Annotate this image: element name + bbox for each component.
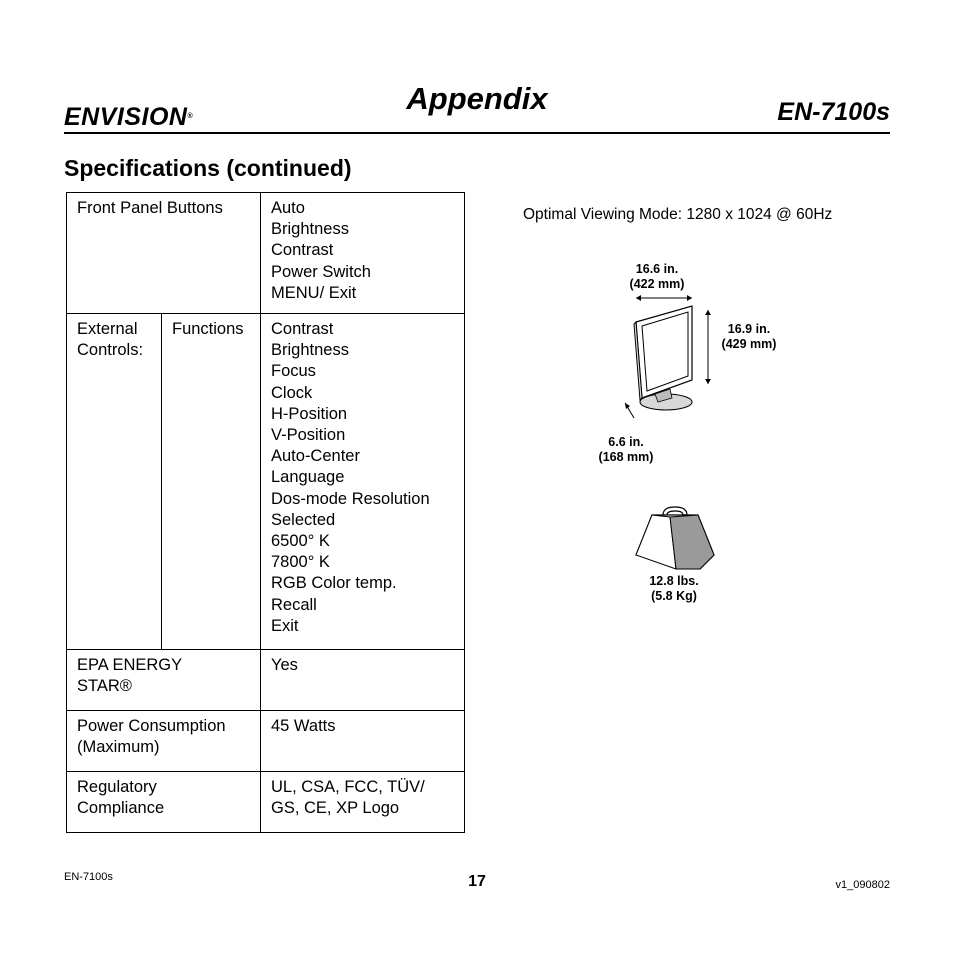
list-item: Focus: [271, 362, 316, 381]
list-item: RGB Color temp.: [271, 574, 397, 593]
weight-shaded-face: [670, 515, 714, 569]
footer-version: v1_090802: [835, 879, 890, 891]
list-item: Dos-mode Resolution: [271, 489, 430, 508]
header-divider: [64, 132, 890, 134]
label-line: 6.6 in.: [608, 435, 644, 449]
regulatory-label: [67, 772, 261, 833]
list-item: Language: [271, 468, 345, 487]
front-panel-values: [261, 193, 465, 314]
list-item: Power Switch: [271, 262, 371, 281]
functions-label: Functions: [162, 314, 261, 650]
table-row: [67, 711, 465, 772]
weight-illustration: [630, 505, 720, 573]
list-item: Clock: [271, 383, 313, 402]
table-row: [67, 314, 465, 650]
list-item: MENU/ Exit: [271, 283, 357, 302]
arrow-head: [705, 379, 711, 384]
list-item: Auto-Center: [271, 447, 360, 466]
label-line: 12.8 lbs.: [649, 574, 699, 588]
table-row: [67, 193, 465, 314]
width-label: [614, 262, 700, 292]
label-line: 16.9 in.: [727, 322, 771, 336]
logo-text: ENVISION: [64, 103, 188, 131]
label-line: Controls:: [77, 341, 144, 360]
depth-label: [588, 435, 664, 465]
power-label: [67, 711, 261, 772]
page-title: Appendix: [406, 81, 548, 116]
label-line: Power Consumption: [77, 717, 226, 735]
label-line: (429 mm): [721, 337, 777, 351]
label-line: Regulatory: [77, 778, 157, 796]
label-line: 16.6 in.: [635, 262, 679, 276]
list-item: Contrast: [271, 241, 334, 260]
power-value: 45 Watts: [261, 711, 465, 772]
arrow-head: [636, 295, 641, 301]
table-row: [67, 650, 465, 711]
arrow-head: [687, 295, 692, 301]
label-line: (168 mm): [598, 450, 654, 464]
logo-registered-mark: ®: [187, 113, 194, 120]
table-row: [67, 772, 465, 833]
value-line: GS, CE, XP Logo: [271, 799, 400, 818]
list-item: Exit: [271, 616, 299, 635]
label-line: (422 mm): [629, 277, 685, 291]
arrow-head: [705, 310, 711, 315]
regulatory-value: [261, 772, 465, 833]
front-panel-label: Front Panel Buttons: [67, 193, 261, 314]
list-item: Recall: [271, 595, 317, 614]
optimal-viewing-mode: Optimal Viewing Mode: 1280 x 1024 @ 60Hz: [523, 206, 833, 223]
monitor-illustration: [600, 290, 740, 430]
weight-handle: [663, 507, 687, 515]
weight-face: [636, 515, 676, 569]
list-item: Auto: [271, 199, 305, 217]
epa-label: [67, 650, 261, 711]
list-item: Brightness: [271, 341, 349, 360]
footer-model: EN-7100s: [64, 871, 113, 883]
weight-label: [636, 574, 712, 604]
list-item: V-Position: [271, 426, 346, 445]
label-line: Compliance: [77, 799, 165, 818]
label-line: External: [77, 320, 138, 338]
external-controls-label: [67, 314, 162, 650]
list-item: 6500° K: [271, 532, 330, 551]
model-name: EN-7100s: [777, 98, 890, 126]
list-item: Contrast: [271, 320, 334, 338]
label-line: (Maximum): [77, 738, 160, 757]
label-line: STAR®: [77, 677, 132, 696]
list-item: Selected: [271, 510, 336, 529]
spec-table: [66, 192, 465, 833]
list-item: Brightness: [271, 220, 349, 239]
list-item: H-Position: [271, 404, 348, 423]
external-controls-values: [261, 314, 465, 650]
height-label: [711, 322, 787, 352]
value-line: UL, CSA, FCC, TÜV/: [271, 778, 425, 796]
page-number: 17: [468, 873, 486, 890]
list-item: 7800° K: [271, 553, 330, 572]
section-title: Specifications (continued): [64, 155, 352, 181]
epa-value: Yes: [261, 650, 465, 711]
label-line: (5.8 Kg): [651, 589, 697, 603]
label-line: EPA ENERGY: [77, 656, 183, 674]
